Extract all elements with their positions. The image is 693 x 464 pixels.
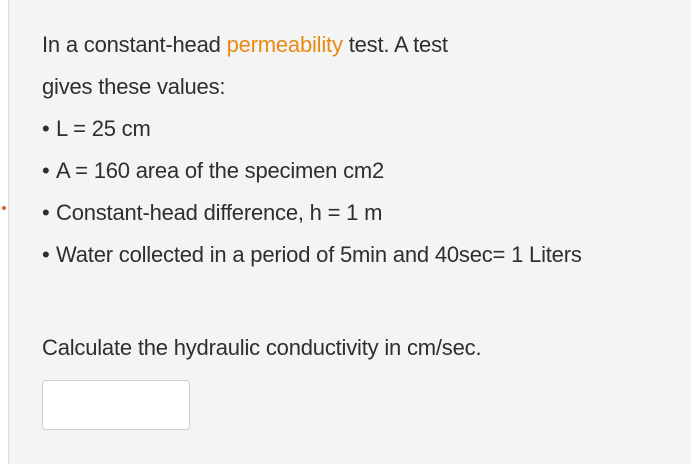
bullet-text-water: Water collected in a period of 5min and 40sec= 1 Liters [56,242,582,267]
bullet-icon: • [42,116,50,141]
bullet-item [42,234,662,276]
intro-text-after: test. A test [342,32,448,57]
left-margin-marker [2,206,6,210]
question-card [8,0,691,464]
intro-line-1 [42,24,662,66]
intro-line-2: gives these values: [42,74,226,99]
bullet-text-head: Constant-head difference, h = 1 m [56,200,383,225]
question-prompt: Calculate the hydraulic conductivity in cm/sec. [42,335,482,360]
bullet-item [42,192,662,234]
bullet-item [42,108,662,150]
answer-input[interactable] [42,380,190,430]
permeability-link[interactable]: permeability [226,32,343,57]
question-text [42,24,662,276]
bullet-icon: • [42,200,50,225]
bullet-item [42,150,662,192]
bullet-text-length: L = 25 cm [56,116,151,141]
bullet-icon: • [42,242,50,267]
bullet-text-area: A = 160 area of the specimen cm2 [56,158,385,183]
bullet-icon: • [42,158,50,183]
intro-text-before: In a constant-head [42,32,227,57]
